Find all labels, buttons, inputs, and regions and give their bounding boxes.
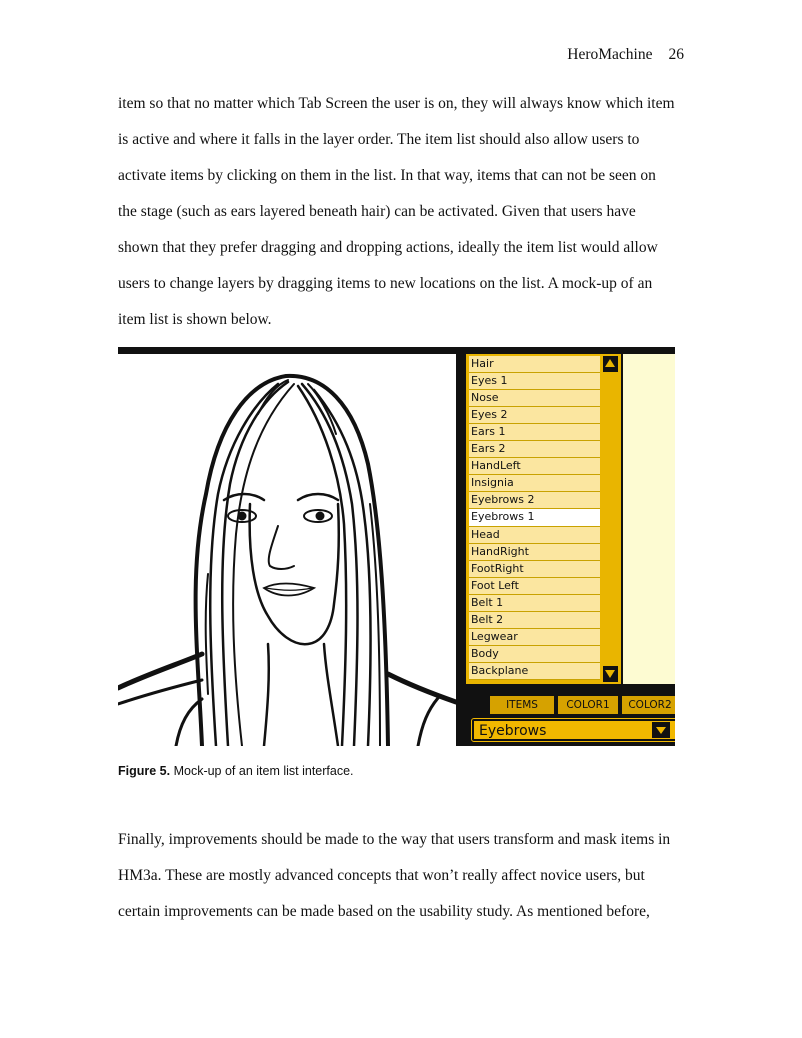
list-item[interactable]: Eyebrows 1 [469,509,600,526]
list-item[interactable]: HandRight [469,544,600,561]
item-list-scrollbar[interactable] [603,356,618,682]
running-header [567,46,684,64]
list-item[interactable]: Body [469,646,600,663]
dropdown-arrow-icon[interactable] [652,722,670,738]
list-item[interactable]: Legwear [469,629,600,646]
character-stage[interactable] [118,354,456,746]
paragraph-line: HM3a. These are mostly advanced concepts that won’t really affect novice users, but [118,867,645,884]
caption-text: Mock-up of an item list interface. [173,764,354,778]
item-list-mockup-figure [118,347,675,746]
header-title: HeroMachine [567,46,653,63]
item-list-box [466,354,621,684]
tab-bar [464,684,675,714]
list-item[interactable]: Insignia [469,475,600,492]
list-item[interactable]: Eyes 2 [469,407,600,424]
tab-items[interactable]: ITEMS [490,696,554,714]
character-portrait-illustration [118,354,456,746]
paragraph-line: item so that no matter which Tab Screen the user is on, they will always know which item [118,95,675,112]
item-select-row [464,714,675,746]
paragraph-line: certain improvements can be made based on the usability study. As mentioned before, [118,903,650,920]
list-item[interactable]: Head [469,527,600,544]
caption-label: Figure 5. [118,764,171,778]
paragraph-line: activate items by clicking on them in the list. In that way, items that can not be seen on [118,167,656,184]
list-item[interactable]: Backplane [469,663,600,680]
list-item[interactable]: HandLeft [469,458,600,475]
item-dropdown[interactable] [472,719,675,741]
paragraph-line: Finally, improvements should be made to the way that users transform and mask items in [118,831,671,848]
list-item[interactable]: Ears 1 [469,424,600,441]
list-item[interactable]: FootRight [469,561,600,578]
paragraph-line: is active and where it falls in the layer order. The item list should also allow users to [118,131,640,148]
list-item[interactable]: Hair [469,356,600,373]
list-item[interactable]: Belt 1 [469,595,600,612]
list-item[interactable]: Ears 2 [469,441,600,458]
paragraph-line: users to change layers by dragging items to new locations on the list. A mock-up of an [118,275,653,292]
figure-top-border [118,347,675,354]
dropdown-value: Eyebrows [479,723,547,739]
scroll-down-arrow-icon[interactable] [603,666,618,682]
list-item[interactable]: Belt 2 [469,612,600,629]
paragraph-line: item list is shown below. [118,311,272,328]
list-item[interactable]: Nose [469,390,600,407]
tab-color2[interactable]: COLOR2 [622,696,675,714]
color-canvas-area [623,354,675,684]
list-item[interactable]: Foot Left [469,578,600,595]
item-list-panel [464,354,675,746]
scroll-up-arrow-icon[interactable] [603,356,618,372]
paragraph-line: the stage (such as ears layered beneath hair) can be activated. Given that users have [118,203,636,220]
item-list [469,356,600,680]
list-item[interactable]: Eyes 1 [469,373,600,390]
list-item[interactable]: Eyebrows 2 [469,492,600,509]
tab-color1[interactable]: COLOR1 [558,696,618,714]
panel-divider [456,354,464,746]
paragraph-line: shown that they prefer dragging and dropping actions, ideally the item list would allow [118,239,658,256]
figure-caption [118,764,354,778]
page-number: 26 [668,46,684,63]
